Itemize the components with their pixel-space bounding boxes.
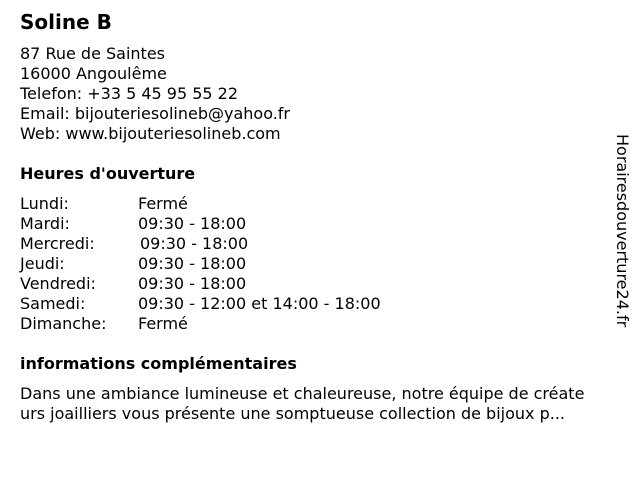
hours-row-saturday: [20, 294, 440, 314]
hours-row-friday: [20, 274, 440, 294]
day-label: Vendredi:: [20, 274, 96, 293]
opening-time: 09:30 - 18:00: [138, 254, 247, 273]
day-label: Jeudi:: [20, 254, 65, 273]
watermark-site-name: Horairesdouverture24.fr: [613, 134, 632, 328]
hours-row-thursday: [20, 254, 440, 274]
hours-row-monday: [20, 194, 440, 214]
description-line-2: urs joailliers vous présente une somptueuse collection de bijoux p...: [20, 404, 565, 423]
website-url: Web: www.bijouteriesolineb.com: [20, 124, 281, 143]
opening-time: Fermé: [138, 314, 188, 333]
day-label: Dimanche:: [20, 314, 107, 333]
address-street: 87 Rue de Saintes: [20, 44, 165, 63]
opening-time: 09:30 - 18:00: [140, 234, 249, 253]
contact-block: [20, 44, 290, 144]
business-name: Soline B: [20, 10, 112, 34]
opening-time: 09:30 - 18:00: [138, 214, 247, 233]
address-city: 16000 Angoulême: [20, 64, 167, 83]
day-label: Samedi:: [20, 294, 86, 313]
opening-time: Fermé: [138, 194, 188, 213]
day-label: Lundi:: [20, 194, 69, 213]
description-line-1: Dans une ambiance lumineuse et chaleureuse, notre équipe de créate: [20, 384, 585, 403]
hours-heading: Heures d'ouverture: [20, 164, 196, 183]
info-heading: informations complémentaires: [20, 354, 297, 373]
day-label: Mercredi:: [20, 234, 95, 253]
description: [20, 384, 620, 424]
day-label: Mardi:: [20, 214, 70, 233]
email-address: Email: bijouteriesolineb@yahoo.fr: [20, 104, 290, 123]
hours-row-sunday: [20, 314, 440, 334]
opening-time: 09:30 - 18:00: [138, 274, 247, 293]
hours-row-tuesday: [20, 214, 440, 234]
phone-number: Telefon: +33 5 45 95 55 22: [20, 84, 239, 103]
opening-time: 09:30 - 12:00 et 14:00 - 18:00: [138, 294, 381, 313]
hours-table: [20, 194, 440, 334]
hours-row-wednesday: [20, 234, 440, 254]
